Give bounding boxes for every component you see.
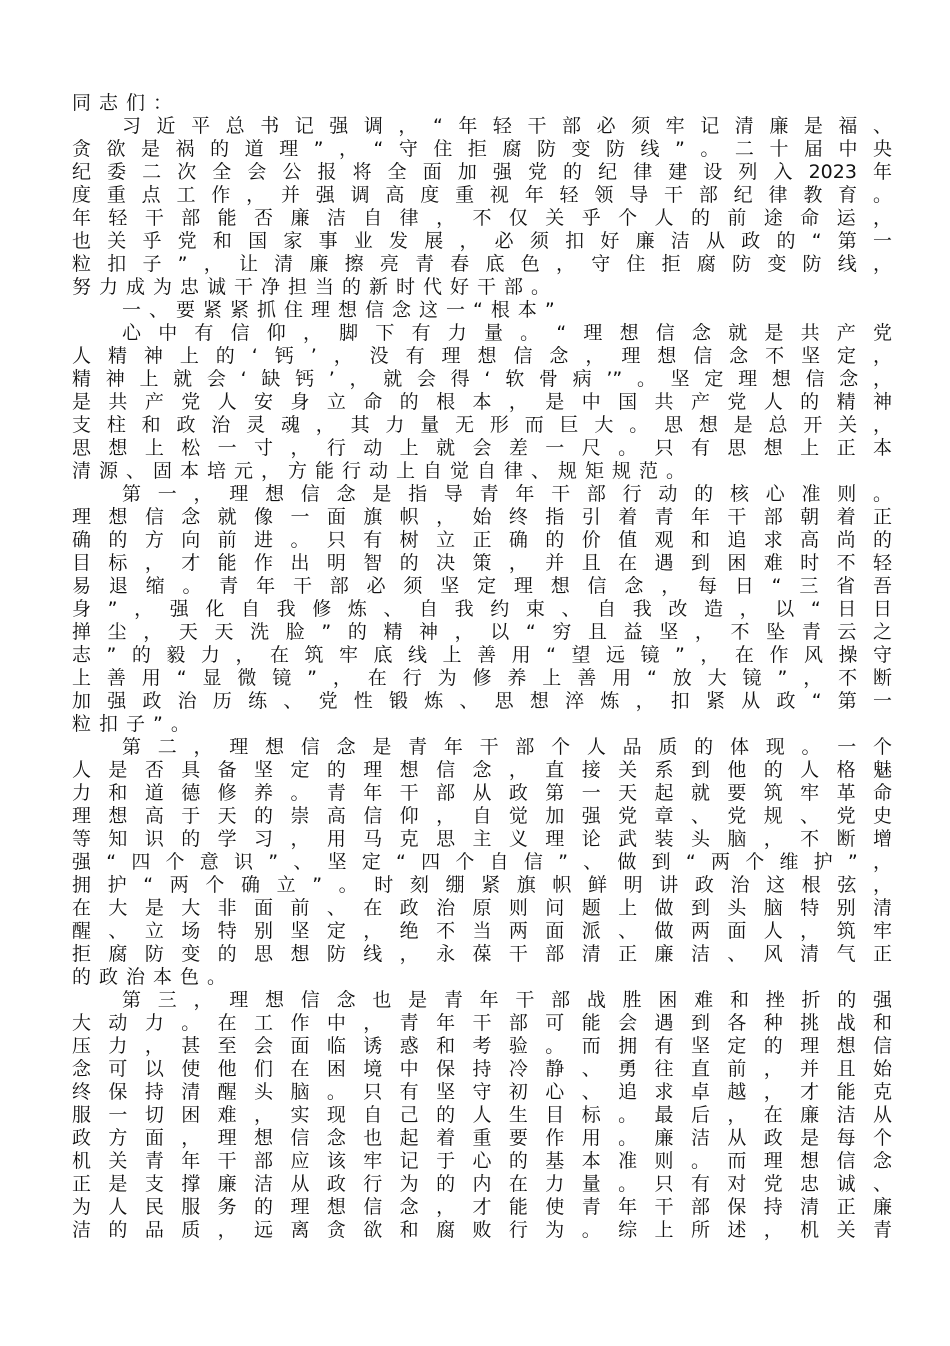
text-line: 的政治本色。 <box>72 966 235 988</box>
text-line: 一、要紧紧抓住理想信念这一“根本” <box>122 299 563 321</box>
text-line: 掸尘，天天洗脸”的精神，以“穷且益坚，不坠青云之 <box>72 621 892 643</box>
text-line: 为人民服务的理想信念，才能使青年干部保持清正廉 <box>72 1196 892 1218</box>
text-line: 加强政治历练、党性锻炼、思想淬炼，扣紧从政“第一 <box>72 690 892 712</box>
text-line: 第二，理想信念是青年干部个人品质的体现。一个 <box>122 736 892 758</box>
text-line: 精神上就会‘缺钙’，就会得‘软骨病’”。坚定理想信念， <box>72 368 892 390</box>
text-line: 念可以使他们在困境中保持冷静、勇往直前，并且始 <box>72 1058 892 1080</box>
text-line: 习近平总书记强调，“年轻干部必须牢记清廉是福、 <box>122 115 892 137</box>
text-line: 压力，甚至会面临诱惑和考验。而拥有坚定的理想信 <box>72 1035 892 1057</box>
text-line: 支柱和政治灵魂，其力量无形而巨大。思想是总开关， <box>72 414 892 436</box>
text-line: 心中有信仰，脚下有力量。“理想信念就是共产党 <box>122 322 892 344</box>
text-line: 醒、立场特别坚定，绝不当两面派、做两面人，筑牢 <box>72 920 892 942</box>
text-line: 是共产党人安身立命的根本，是中国共产党人的精神 <box>72 391 892 413</box>
text-line: 力和道德修养。青年干部从政第一天起就要筑牢革命 <box>72 782 892 804</box>
text-line: 确的方向前进。只有树立正确的价值观和追求高尚的 <box>72 529 892 551</box>
text-line: 等知识的学习，用马克思主义理论武装头脑，不断增 <box>72 828 892 850</box>
text-line: 纪委二次全会公报将全面加强党的纪律建设列入2023年 <box>72 161 892 183</box>
text-line: 粒扣子”，让清廉擦亮青春底色，守住拒腐防变防线， <box>72 253 892 275</box>
text-line: 清源、固本培元，方能行动上自觉自律、规矩规范。 <box>72 460 694 482</box>
text-line: 同志们： <box>72 92 181 114</box>
text-line: 在大是大非面前、在政治原则问题上做到头脑特别清 <box>72 897 892 919</box>
text-line: 思想上松一寸，行动上就会差一尺。只有思想上正本 <box>72 437 892 459</box>
text-line: 也关乎党和国家事业发展，必须扣好廉洁从政的“第一 <box>72 230 892 252</box>
text-line: 粒扣子”。 <box>72 713 198 735</box>
text-line: 人是否具备坚定的理想信念，直接关系到他的人格魅 <box>72 759 892 781</box>
text-line: 度重点工作，并强调高度重视年轻领导干部纪律教育。 <box>72 184 892 206</box>
text-line: 目标，才能作出明智的决策，并且在遇到困难时不轻 <box>72 552 892 574</box>
text-line: 理想高于天的崇高信仰，自觉加强党章、党规、党史 <box>72 805 892 827</box>
text-line: 努力成为忠诚干净担当的新时代好干部。 <box>72 276 559 298</box>
text-line: 拥护“两个确立”。时刻绷紧旗帜鲜明讲政治这根弦， <box>72 874 892 896</box>
text-line: 第一，理想信念是指导青年干部行动的核心准则。 <box>122 483 892 505</box>
text-line: 拒腐防变的思想防线，永葆干部清正廉洁、风清气正 <box>72 943 892 965</box>
text-line: 第三，理想信念也是青年干部战胜困难和挫折的强 <box>122 989 892 1011</box>
text-line: 机关青年干部应该牢记于心的基本准则。而理想信念 <box>72 1150 892 1172</box>
text-line: 理想信念就像一面旗帜，始终指引着青年干部朝着正 <box>72 506 892 528</box>
text-line: 人精神上的‘钙’，没有理想信念，理想信念不坚定， <box>72 345 892 367</box>
text-line: 洁的品质，远离贪欲和腐败行为。综上所述，机关青 <box>72 1219 892 1241</box>
text-line: 身”，强化自我修炼、自我约束、自我改造，以“日日 <box>72 598 892 620</box>
text-line: 政方面，理想信念也起着重要作用。廉洁从政是每个 <box>72 1127 892 1149</box>
text-line: 易退缩。青年干部必须坚定理想信念，每日“三省吾 <box>72 575 892 597</box>
text-line: 年轻干部能否廉洁自律，不仅关乎个人的前途命运， <box>72 207 892 229</box>
document-body <box>72 92 892 1242</box>
text-line: 终保持清醒头脑。只有坚守初心、追求卓越，才能克 <box>72 1081 892 1103</box>
text-line: 贪欲是祸的道理”，“守住拒腐防变防线”。二十届中央 <box>72 138 892 160</box>
text-line: 志”的毅力，在筑牢底线上善用“望远镜”，在作风操守 <box>72 644 892 666</box>
text-line: 大动力。在工作中，青年干部可能会遇到各种挑战和 <box>72 1012 892 1034</box>
text-line: 正是支撑廉洁从政行为的内在力量。只有对党忠诚、 <box>72 1173 892 1195</box>
text-line: 强“四个意识”、坚定“四个自信”、做到“两个维护”， <box>72 851 892 873</box>
text-line: 服一切困难，实现自己的人生目标。最后，在廉洁从 <box>72 1104 892 1126</box>
text-line: 上善用“显微镜”，在行为修养上善用“放大镜”，不断 <box>72 667 892 689</box>
